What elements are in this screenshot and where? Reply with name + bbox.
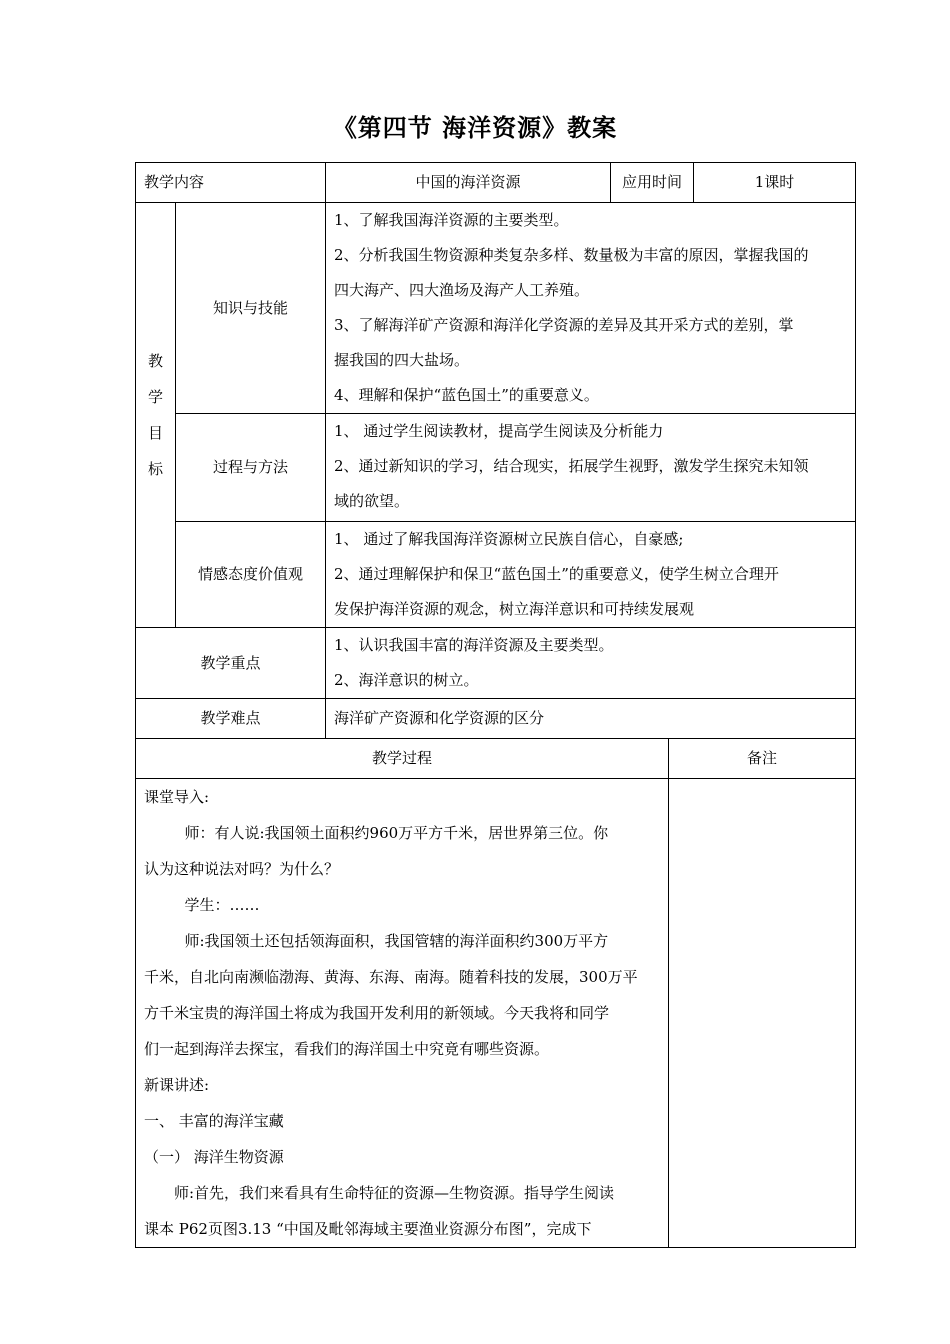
objectives-label-char: 标	[147, 460, 163, 478]
text-line: 师:首先，我们来看具有生命特征的资源—生物资源。指导学生阅读	[174, 1184, 615, 1202]
text-line: 们一起到海洋去探宝，看我们的海洋国土中究竟有哪些资源。	[144, 1040, 550, 1058]
difficulties-label: 教学难点	[136, 699, 326, 739]
lesson-plan-table	[135, 162, 856, 1248]
process-body-row	[136, 779, 856, 1248]
key-points-content	[326, 628, 856, 699]
difficulties-row	[136, 699, 856, 739]
time-label: 应用时间	[611, 163, 694, 203]
text-line: 2、海洋意识的树立。	[334, 671, 479, 689]
notes-content	[669, 779, 856, 1248]
text-line: 一、 丰富的海洋宝藏	[144, 1112, 284, 1130]
difficulties-value: 海洋矿产资源和化学资源的区分	[326, 699, 856, 739]
text-line: 2、分析我国生物资源种类复杂多样、数量极为丰富的原因，掌握我国的	[334, 246, 809, 264]
text-line: 师:我国领土还包括领海面积，我国管辖的海洋面积约300万平方	[184, 932, 609, 950]
text-line: 课堂导入:	[144, 788, 210, 806]
process-content	[326, 414, 856, 522]
text-line: 四大海产、四大渔场及海产人工养殖。	[334, 281, 590, 299]
teaching-process-content	[136, 779, 669, 1248]
text-line: （一） 海洋生物资源	[144, 1148, 284, 1166]
page-title: 《第四节 海洋资源》教案	[332, 114, 618, 142]
text-line: 1、 通过了解我国海洋资源树立民族自信心，自豪感;	[334, 530, 684, 548]
text-line: 1、认识我国丰富的海洋资源及主要类型。	[334, 636, 614, 654]
text-line: 1、了解我国海洋资源的主要类型。	[334, 211, 569, 229]
text-line: 2、通过理解保护和保卫“蓝色国土”的重要意义，使学生树立合理开	[334, 565, 779, 583]
text-line: 方千米宝贵的海洋国土将成为我国开发利用的新领域。今天我将和同学	[144, 1004, 610, 1022]
text-line: 课本 P62页图3.13 “中国及毗邻海域主要渔业资源分布图”，完成下	[144, 1220, 592, 1238]
emotion-content	[326, 522, 856, 628]
emotion-label: 情感态度价值观	[176, 522, 326, 628]
text-line: 3、了解海洋矿产资源和海洋化学资源的差异及其开采方式的差别，掌	[334, 316, 794, 334]
objective-emotion-row	[136, 522, 856, 628]
key-points-label: 教学重点	[136, 628, 326, 699]
objective-process-row	[136, 414, 856, 522]
text-line: 学生：……	[184, 896, 260, 914]
text-line: 发保护海洋资源的观念，树立海洋意识和可持续发展观	[334, 600, 695, 618]
text-line: 握我国的四大盐场。	[334, 351, 470, 369]
key-points-row	[136, 628, 856, 699]
objective-knowledge-row	[136, 203, 856, 414]
text-line: 域的欲望。	[334, 492, 410, 510]
objectives-label-char: 目	[147, 424, 163, 442]
text-line: 4、理解和保护“蓝色国土”的重要意义。	[334, 386, 599, 404]
text-line: 1、 通过学生阅读教材，提高学生阅读及分析能力	[334, 422, 664, 440]
text-line: 师：有人说:我国领土面积约960万平方千米，居世界第三位。你	[184, 824, 609, 842]
content-label: 教学内容	[136, 163, 326, 203]
objectives-label-char: 学	[147, 388, 163, 406]
notes-label: 备注	[669, 739, 856, 779]
header-row	[136, 163, 856, 203]
time-value: 1课时	[694, 163, 856, 203]
teaching-process-label: 教学过程	[136, 739, 669, 779]
knowledge-content	[326, 203, 856, 414]
process-label: 过程与方法	[176, 414, 326, 522]
process-header-row	[136, 739, 856, 779]
text-line: 2、通过新知识的学习，结合现实，拓展学生视野，激发学生探究未知领	[334, 457, 809, 475]
text-line: 新课讲述:	[144, 1076, 210, 1094]
objectives-label-char: 教	[147, 352, 163, 370]
text-line: 认为这种说法对吗？为什么？	[144, 860, 340, 878]
content-value: 中国的海洋资源	[326, 163, 611, 203]
objectives-label	[136, 203, 176, 628]
text-line: 千米，自北向南濒临渤海、黄海、东海、南海。随着科技的发展，300万平	[144, 968, 638, 986]
knowledge-label: 知识与技能	[176, 203, 326, 414]
